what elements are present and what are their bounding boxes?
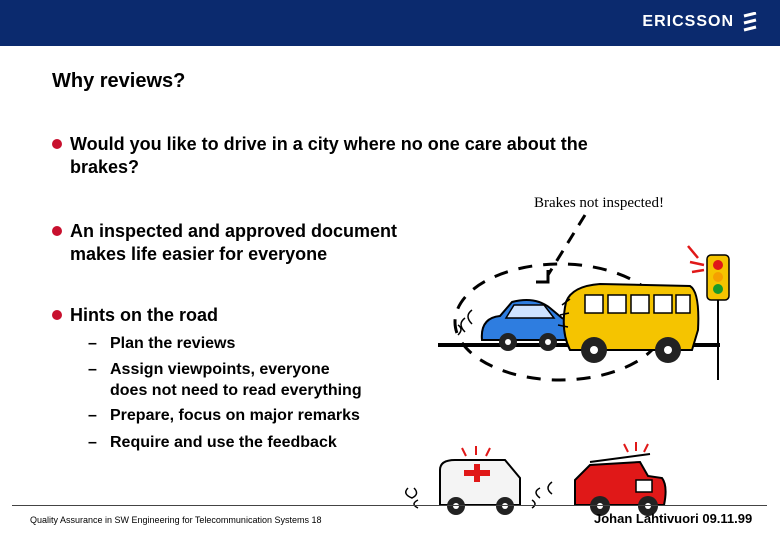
footer-author-date: Johan Lahtivuori 09.11.99 (594, 511, 753, 526)
footer-course-title: Quality Assurance in SW Engineering for Telecommunication Systems 18 (30, 515, 322, 525)
sub-bullet-dash: – (88, 407, 97, 424)
bullet-1-line-1: Would you like to drive in a city where no one care about the (70, 134, 588, 154)
sub-bullet-2-line-2: does not need to read everything (110, 382, 362, 399)
illustration-caption: Brakes not inspected! (534, 195, 664, 211)
brand-name: ERICSSON (642, 13, 734, 30)
bullet-3-line-1: Hints on the road (70, 305, 218, 325)
slide-title: Why reviews? (52, 70, 186, 92)
sub-bullet-4-line-1: Require and use the feedback (110, 434, 337, 451)
sub-bullet-3-line-1: Prepare, focus on major remarks (110, 407, 360, 424)
sub-bullet-dash: – (88, 361, 97, 378)
footer-divider (12, 505, 767, 506)
bus-icon (558, 284, 698, 363)
sub-bullet-dash: – (88, 335, 97, 352)
sub-bullet-1-line-1: Plan the reviews (110, 335, 236, 352)
bullet-2-line-2: makes life easier for everyone (70, 244, 328, 264)
sub-bullet-2-line-1: Assign viewpoints, everyone (110, 361, 330, 378)
sub-bullet-dash: – (88, 434, 97, 451)
bullet-1-line-2: brakes? (70, 157, 140, 177)
bullet-2-line-1: An inspected and approved document (70, 221, 398, 241)
